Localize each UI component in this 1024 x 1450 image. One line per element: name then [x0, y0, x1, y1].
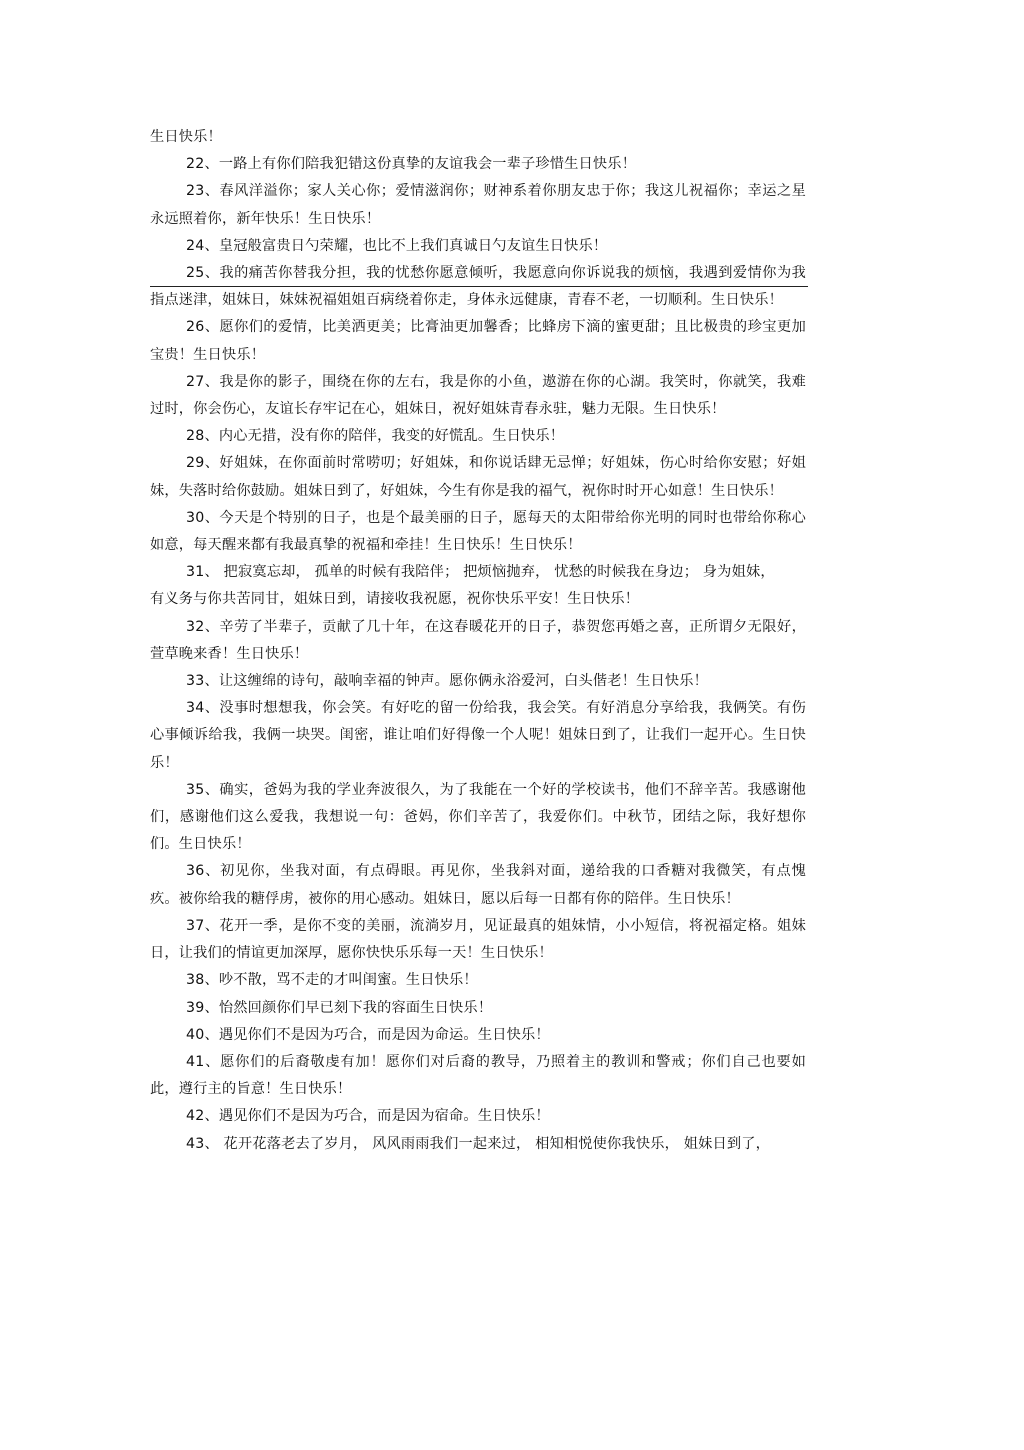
paragraph: 30、今天是个特别的日子，也是个最美丽的日子，愿每天的太阳带给你光明的同时也带给你称心如意，每天醒来都有我最真挚的祝福和牵挂！生日快乐！生日快乐！ — [150, 509, 806, 554]
paragraph: 34、没事时想想我，你会笑。有好吃的留一份给我，我会笑。有好消息分享给我，我俩笑。有伤心事倾诉给我，我俩一块哭。闺密，谁让咱们好得像一个人呢！姐妹日到了，让我们一起开心。生日快乐！ — [150, 700, 806, 771]
paragraph: 32、辛劳了半辈子，贡献了几十年，在这春暖花开的日子，恭贺您再婚之喜，正所谓夕无限好，萱草晚来香！生日快乐！ — [150, 618, 806, 662]
paragraph: 37、花开一季，是你不变的美丽，流淌岁月，见证最真的姐妹情，小小短信，将祝福定格。姐妹日，让我们的情谊更加深厚，愿你快快乐乐每一天！生日快乐！ — [150, 917, 806, 962]
paragraph: 42、遇见你们不是因为巧合，而是因为宿命。生日快乐！ — [186, 1108, 550, 1125]
paragraph: 41、愿你们的后裔敬虔有加！愿你们对后裔的教导，乃照着主的教训和警戒；你们自己也要如此，遵行主的旨意！生日快乐！ — [150, 1053, 806, 1098]
paragraph: 22、一路上有你们陪我犯错这份真挚的友谊我会一辈子珍惜生日快乐！ — [186, 156, 637, 173]
paragraph: 36、初见你，坐我对面，有点碍眼。再见你，坐我斜对面，递给我的口香糖对我微笑，有点愧疚。被你给我的糖俘虏，被你的用心感动。姐妹日，愿以后每一日都有你的陪伴。生日快乐！ — [150, 863, 806, 907]
paragraph: 26、愿你们的爱情，比美洒更美；比膏油更加馨香；比蜂房下滴的蜜更甜；且比极贵的珍宝更加宝贵！生日快乐！ — [150, 319, 806, 363]
paragraph: 27、我是你的影子，围绕在你的左右，我是你的小鱼，遨游在你的心湖。我笑时，你就笑，我难过时，你会伤心，友谊长存牢记在心，姐妹日，祝好姐妹青春永驻，魅力无限。生日快乐！ — [150, 373, 806, 418]
paragraph: 24、皇冠般富贵日勺荣耀，也比不上我们真诚日勺友谊生日快乐！ — [186, 237, 608, 254]
paragraph: 23、春风洋溢你；家人关心你；爱情滋润你；财神系着你朋友忠于你；我这儿祝福你；幸运之星永远照着你，新年快乐！生日快乐！ — [150, 183, 806, 227]
paragraph: 43、 花开花落老去了岁月， 风风雨雨我们一起来过， 相知相悦使你我快乐， 姐妹日到了， — [186, 1135, 771, 1152]
paragraph: 38、吵不散，骂不走的才叫闺蜜。生日快乐！ — [186, 972, 478, 989]
paragraph: 39、怡然回颜你们早已刻下我的容面生日快乐！ — [186, 999, 493, 1016]
paragraph: 28、内心无措，没有你的陪伴，我变的好慌乱。生日快乐！ — [186, 428, 565, 445]
paragraph: 31、 把寂寞忘却， 孤单的时候有我陪伴； 把烦恼抛弃， 忧愁的时候我在身边； 身为姐妹， — [186, 564, 775, 581]
paragraph: 29、好姐妹，在你面前时常唠叨；好姐妹，和你说话肆无忌惮；好姐妹，伤心时给你安慰；好姐妹，失落时给你鼓励。姐妹日到了，好姐妹，今生有你是我的福气，祝你时时开心如意！生日快乐！ — [150, 455, 806, 499]
paragraph: 33、让这缠绵的诗句，敲响幸福的钟声。愿你俩永浴爱河，白头偕老！生日快乐！ — [186, 673, 709, 690]
document-body — [150, 124, 806, 1158]
paragraph: 生日快乐！ — [150, 129, 222, 145]
paragraph: 有义务与你共苦同甘，姐妹日到，请接收我祝愿，祝你快乐平安！生日快乐！ — [150, 591, 640, 608]
paragraph-with-rule: 25、我的痛苦你替我分担，我的忧愁你愿意倾听，我愿意向你诉说我的烦恼，我遇到爱情你为我指点迷津，姐妹日，妹妹祝福姐姐百病绕着你走，身体永远健康，青春不老，一切顺利。生日快乐！ — [150, 260, 806, 314]
paragraph: 35、确实，爸妈为我的学业奔波很久，为了我能在一个好的学校读书，他们不辞辛苦。我感谢他们，感谢他们这么爱我，我想说一句：爸妈，你们辛苦了，我爱你们。中秋节，团结之际，我好想你们。生日快乐！ — [150, 781, 806, 853]
paragraph: 40、遇见你们不是因为巧合，而是因为命运。生日快乐！ — [186, 1026, 550, 1043]
